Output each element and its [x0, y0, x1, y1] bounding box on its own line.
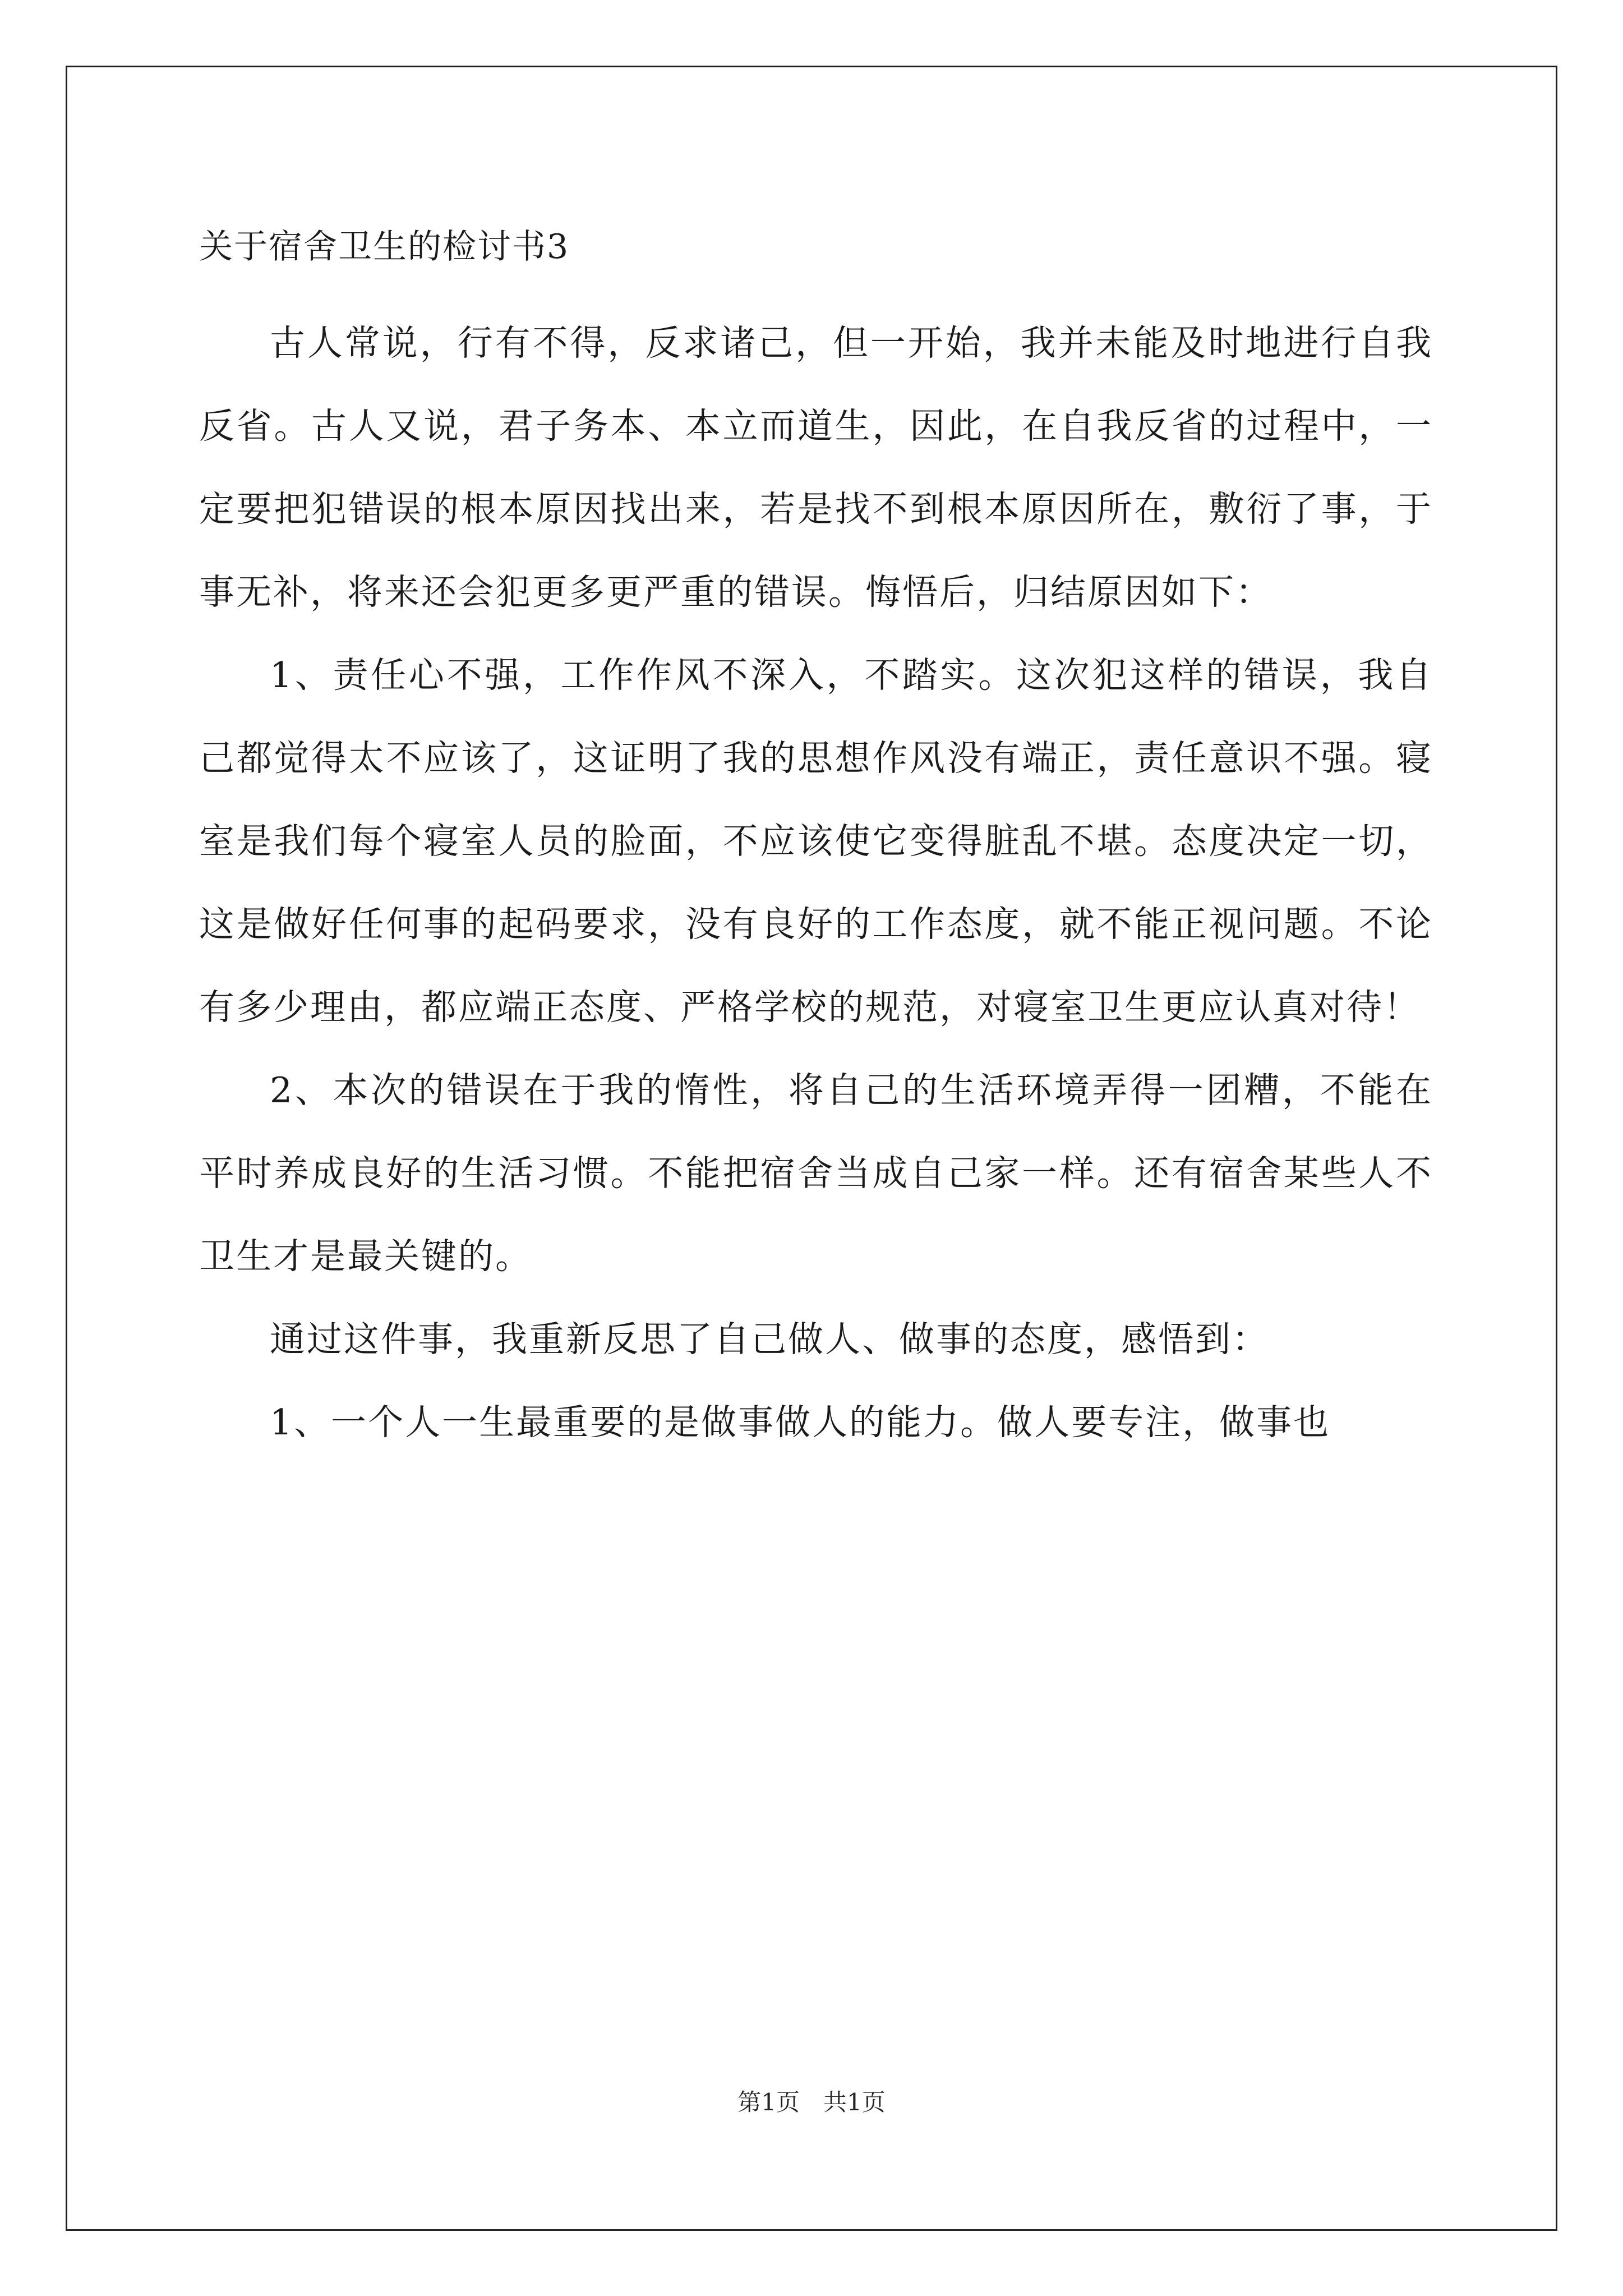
paragraph-insight-1: 1、一个人一生最重要的是做事做人的能力。做人要专注，做事也 [270, 1402, 1331, 1443]
page-total: 共1页 [823, 2088, 886, 2116]
page-number: 第1页 [737, 2088, 800, 2116]
paragraph-reflection: 通过这件事，我重新反思了自己做人、做事的态度，感悟到： [270, 1319, 1269, 1360]
paragraph-intro: 古人常说，行有不得，反求诸己，但一开始，我并未能及时地进行自我反省。古人又说，君子务本、本立而道生，因此，在自我反省的过程中，一定要把犯错误的根本原因找出来，若是找不到根本原因所在，敷衍了事，于事无补，将来还会犯更多更严重的错误。悔悟后，归结原因如下： [199, 323, 1433, 613]
paragraph-reason-2: 2、本次的错误在于我的惰性，将自己的生活环境弄得一团糟，不能在平时养成良好的生活习惯。不能把宿舍当成自己家一样。还有宿舍某些人不卫生才是最关键的。 [199, 1070, 1433, 1277]
page-footer [0, 2086, 1623, 2119]
document-body [199, 223, 1433, 1464]
paragraph-reason-1: 1、责任心不强，工作作风不深入，不踏实。这次犯这样的错误，我自己都觉得太不应该了，这证明了我的思想作风没有端正，责任意识不强。寝室是我们每个寝室人员的脸面，不应该使它变得脏乱不堪。态度决定一切，这是做好任何事的起码要求，没有良好的工作态度，就不能正视问题。不论有多少理由，都应端正态度、严格学校的规范，对寝室卫生更应认真对待！ [199, 655, 1433, 1028]
document-title: 关于宿舍卫生的检讨书3 [199, 227, 570, 266]
